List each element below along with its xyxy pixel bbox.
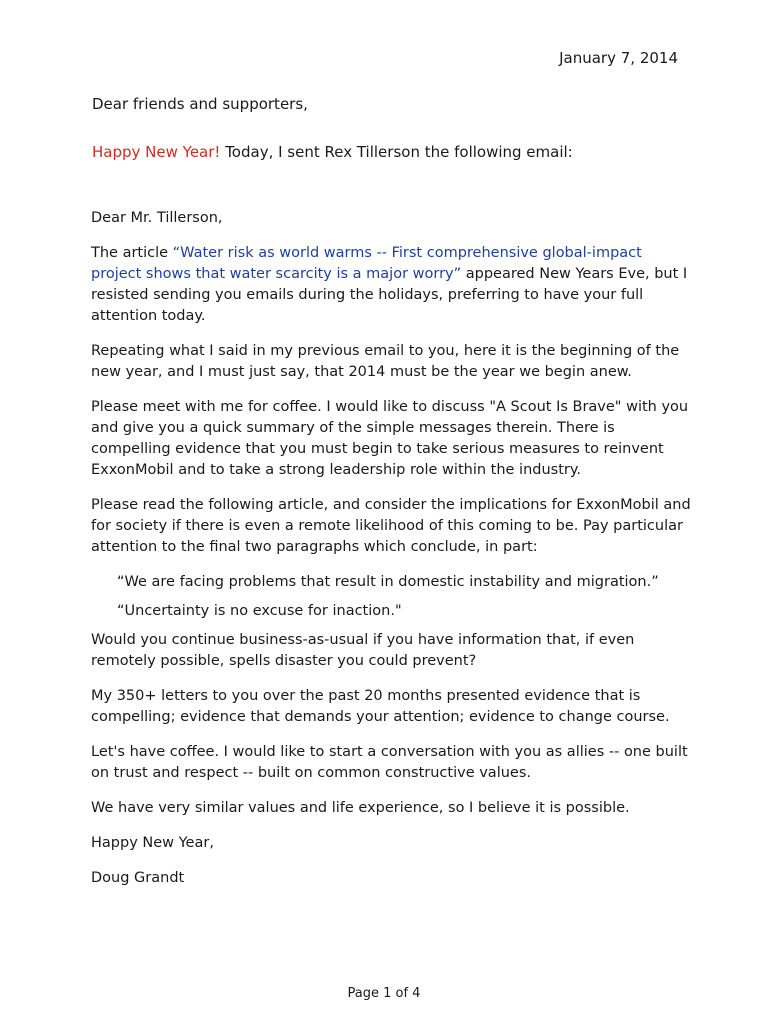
email-paragraph-8: We have very similar values and life experience, so I believe it is possible. <box>91 800 630 816</box>
quote-1: “We are facing problems that result in domestic instability and migration.” <box>117 574 659 590</box>
email-salutation: Dear Mr. Tillerson, <box>91 210 223 226</box>
email-paragraph-7: Let's have coffee. I would like to start a conversation with you as allies -- one built on trust and respect -- built on common constructive values. <box>91 744 688 781</box>
email-paragraph-5: Would you continue business-as-usual if you have information that, if even remotely possible, spells disaster you could prevent? <box>91 632 635 669</box>
page-number: Page 1 of 4 <box>347 986 421 1001</box>
email-paragraph-6: My 350+ letters to you over the past 20 months presented evidence that is compelling; evidence that demands your attention; evidence to change course. <box>91 688 670 725</box>
email-paragraph-4: Please read the following article, and consider the implications for ExxonMobil and for society if there is even a remote likelihood of this coming to be. Pay particular attention to the final two paragraphs which conclude, in part: <box>91 497 691 555</box>
email-paragraph-3: Please meet with me for coffee. I would like to discuss "A Scout Is Brave" with you and give you a quick summary of the simple messages therein. There is compelling evidence that you must begin to take serious measures to reinvent ExxonMobil and to take a strong leadership role within the industry. <box>91 399 689 478</box>
letter-date: January 7, 2014 <box>559 49 678 67</box>
intro-highlight: Happy New Year! <box>92 143 221 161</box>
letter-greeting: Dear friends and supporters, <box>92 95 308 113</box>
letter-intro <box>92 142 573 163</box>
email-body <box>91 208 691 903</box>
quote-2: “Uncertainty is no excuse for inaction." <box>117 603 402 619</box>
p1-before: The article <box>91 245 173 261</box>
p1-after: appeared New Years Eve, but I resisted sending you emails during the holidays, preferring to have your full attention today. <box>91 266 688 324</box>
email-signature: Doug Grandt <box>91 870 185 886</box>
email-paragraph-1 <box>91 243 691 327</box>
intro-text: Today, I sent Rex Tillerson the following email: <box>220 143 573 161</box>
article-link[interactable]: “Water risk as world warms -- First comprehensive global-impact project shows that water scarcity is a major worry” <box>91 245 642 282</box>
email-paragraph-2: Repeating what I said in my previous email to you, here it is the beginning of the new year, and I must just say, that 2014 must be the year we begin anew. <box>91 343 680 380</box>
email-closing: Happy New Year, <box>91 835 214 851</box>
